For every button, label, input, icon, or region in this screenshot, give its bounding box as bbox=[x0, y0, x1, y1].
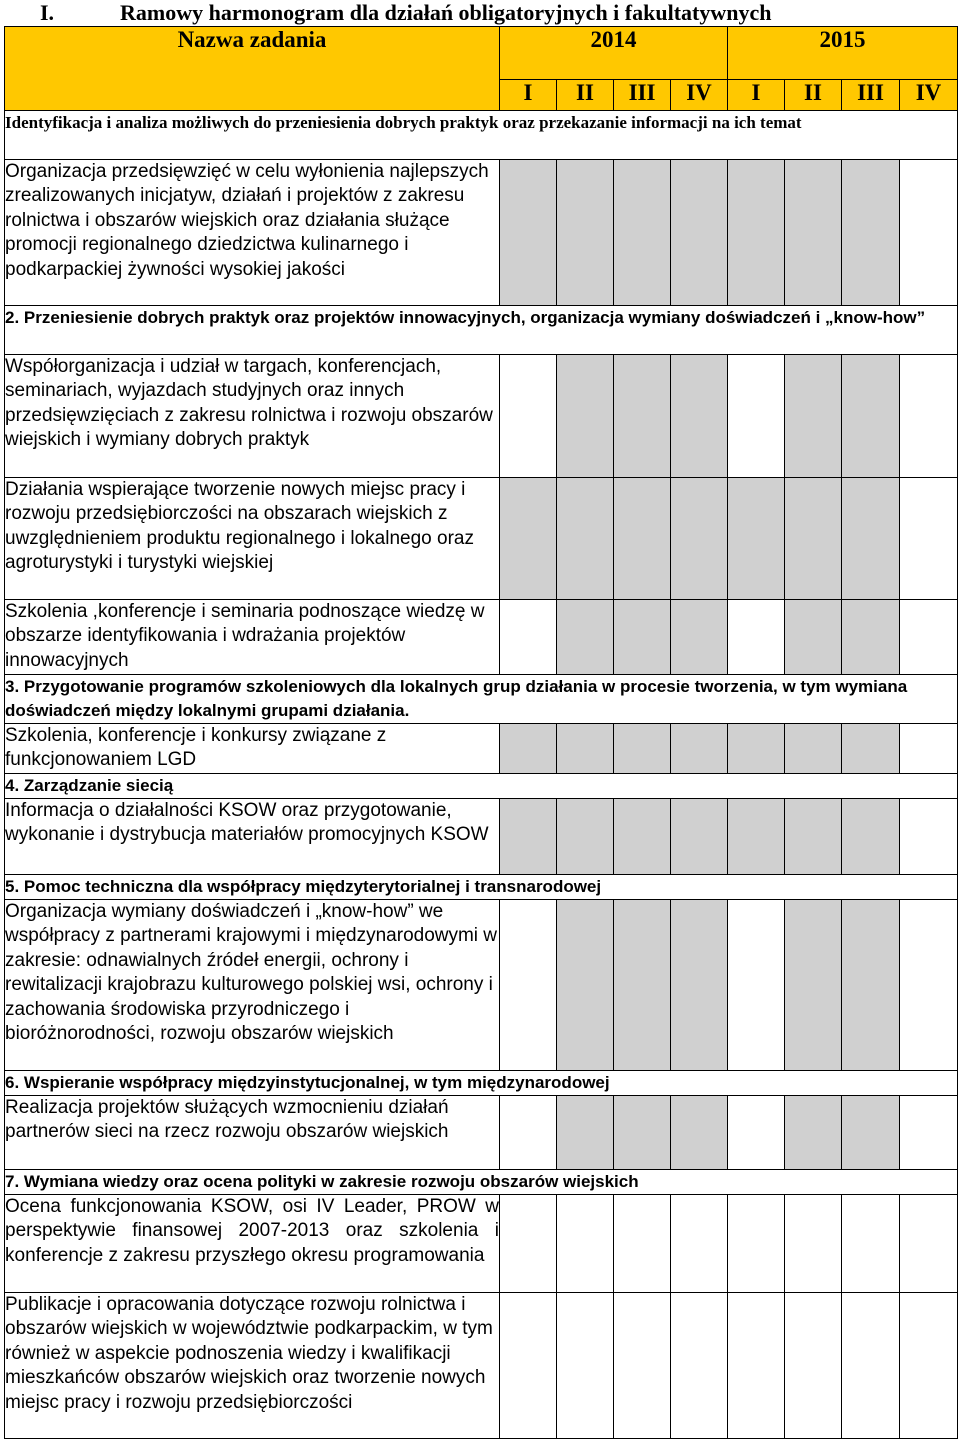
quarter-cell-active bbox=[557, 478, 614, 600]
quarter-cell-empty bbox=[900, 1293, 958, 1439]
quarter-cell-active bbox=[842, 900, 900, 1071]
quarter-cell-active bbox=[557, 900, 614, 1071]
task-name: Organizacja przedsięwzięć w celu wyłonienia najlepszych zrealizowanych inicjatyw, działań i projektów z zakresu rolnictwa i obszarów wiejskich oraz działania służące promocji regionalnego dziedzictwa kulinarnego i podkarpackiej żywności wysokiej jakości bbox=[5, 160, 500, 306]
section-row bbox=[5, 675, 958, 724]
quarter-cell-active bbox=[785, 600, 842, 675]
quarter-cell-active bbox=[671, 724, 728, 774]
header-quarter: I bbox=[728, 80, 785, 111]
quarter-cell-empty bbox=[900, 799, 958, 875]
task-name: Szkolenia, konferencje i konkursy związane z funkcjonowaniem LGD bbox=[5, 724, 500, 774]
quarter-cell-empty bbox=[500, 1195, 557, 1293]
quarter-cell-active bbox=[614, 799, 671, 875]
quarter-cell-active bbox=[500, 478, 557, 600]
quarter-cell-active bbox=[842, 355, 900, 478]
section-row bbox=[5, 1170, 958, 1195]
quarter-cell-active bbox=[842, 1096, 900, 1170]
quarter-cell-active bbox=[728, 478, 785, 600]
quarter-cell-empty bbox=[900, 900, 958, 1071]
quarter-cell-empty bbox=[614, 1195, 671, 1293]
quarter-cell-empty bbox=[671, 1293, 728, 1439]
quarter-cell-active bbox=[671, 799, 728, 875]
quarter-cell-active bbox=[728, 160, 785, 306]
task-row bbox=[5, 600, 958, 675]
task-name: Szkolenia ,konferencje i seminaria podnoszące wiedzę w obszarze identyfikowania i wdrażania projektów innowacyjnych bbox=[5, 600, 500, 675]
quarter-cell-active bbox=[557, 724, 614, 774]
task-row bbox=[5, 1195, 958, 1293]
quarter-cell-active bbox=[614, 1096, 671, 1170]
quarter-cell-active bbox=[785, 355, 842, 478]
quarter-cell-empty bbox=[728, 355, 785, 478]
quarter-cell-active bbox=[842, 600, 900, 675]
quarter-cell-empty bbox=[500, 1096, 557, 1170]
task-row bbox=[5, 355, 958, 478]
quarter-cell-empty bbox=[557, 1293, 614, 1439]
title-text: Ramowy harmonogram dla działań obligatoryjnych i fakultatywnych bbox=[120, 0, 772, 25]
header-quarter: II bbox=[785, 80, 842, 111]
quarter-cell-active bbox=[557, 799, 614, 875]
title-number: I. bbox=[40, 0, 55, 25]
quarter-cell-empty bbox=[671, 1195, 728, 1293]
quarter-cell-active bbox=[728, 799, 785, 875]
quarter-cell-active bbox=[614, 355, 671, 478]
task-row bbox=[5, 1293, 958, 1439]
quarter-cell-active bbox=[500, 724, 557, 774]
task-name: Realizacja projektów służących wzmocnieniu działań partnerów sieci na rzecz rozwoju obszarów wiejskich bbox=[5, 1096, 500, 1170]
quarter-cell-empty bbox=[557, 1195, 614, 1293]
quarter-cell-empty bbox=[900, 1195, 958, 1293]
task-name: Organizacja wymiany doświadczeń i „know-how” we współpracy z partnerami krajowymi i międzynarodowymi w zakresie: odnawialnych źródeł energii, ochrony i rewitalizacji krajobrazu kulturowego polskiej wsi, ochrony i zachowania środowiska przyrodniczego i bioróżnorodności, rozwoju obszarów wiejskich bbox=[5, 900, 500, 1071]
schedule-table bbox=[4, 26, 958, 1439]
task-row bbox=[5, 900, 958, 1071]
section-heading: 7. Wymiana wiedzy oraz ocena polityki w zakresie rozwoju obszarów wiejskich bbox=[5, 1170, 958, 1195]
quarter-cell-empty bbox=[500, 600, 557, 675]
page-title bbox=[40, 0, 771, 26]
task-row bbox=[5, 478, 958, 600]
task-row bbox=[5, 1096, 958, 1170]
header-task-name: Nazwa zadania bbox=[5, 27, 500, 111]
quarter-cell-active bbox=[785, 1096, 842, 1170]
task-name: Publikacje i opracowania dotyczące rozwoju rolnictwa i obszarów wiejskich w województwie podkarpackim, w tym również w aspekcie podnoszenia wiedzy i kwalifikacji mieszkańców obszarów wiejskich oraz tworzenie nowych miejsc pracy i rozwoju przedsiębiorczości bbox=[5, 1293, 500, 1439]
section-row bbox=[5, 774, 958, 799]
quarter-cell-active bbox=[614, 600, 671, 675]
quarter-cell-empty bbox=[900, 724, 958, 774]
quarter-cell-active bbox=[671, 355, 728, 478]
quarter-cell-empty bbox=[500, 355, 557, 478]
section-heading: Identyfikacja i analiza możliwych do przeniesienia dobrych praktyk oraz przekazanie informacji na ich temat bbox=[5, 111, 958, 160]
section-row bbox=[5, 306, 958, 355]
quarter-cell-empty bbox=[900, 600, 958, 675]
task-name: Informacja o działalności KSOW oraz przygotowanie, wykonanie i dystrybucja materiałów promocyjnych KSOW bbox=[5, 799, 500, 875]
quarter-cell-empty bbox=[728, 1195, 785, 1293]
header-year-2014: 2014 bbox=[500, 27, 728, 80]
quarter-cell-empty bbox=[900, 1096, 958, 1170]
quarter-cell-empty bbox=[900, 478, 958, 600]
task-name: Współorganizacja i udział w targach, konferencjach, seminariach, wyjazdach studyjnych oraz innych przedsięwzięciach z zakresu rolnictwa i rozwoju obszarów wiejskich i wymiany dobrych praktyk bbox=[5, 355, 500, 478]
header-quarter: IV bbox=[671, 80, 728, 111]
quarter-cell-active bbox=[500, 160, 557, 306]
quarter-cell-empty bbox=[785, 1195, 842, 1293]
quarter-cell-active bbox=[785, 724, 842, 774]
quarter-cell-empty bbox=[728, 900, 785, 1071]
quarter-cell-active bbox=[785, 799, 842, 875]
section-heading: 2. Przeniesienie dobrych praktyk oraz projektów innowacyjnych, organizacja wymiany doświadczeń i „know-how” bbox=[5, 306, 958, 355]
quarter-cell-empty bbox=[728, 1096, 785, 1170]
header-quarter: III bbox=[842, 80, 900, 111]
quarter-cell-active bbox=[557, 600, 614, 675]
quarter-cell-active bbox=[671, 1096, 728, 1170]
header-quarter: IV bbox=[900, 80, 958, 111]
quarter-cell-active bbox=[671, 900, 728, 1071]
quarter-cell-active bbox=[557, 160, 614, 306]
quarter-cell-active bbox=[614, 900, 671, 1071]
header-quarter: III bbox=[614, 80, 671, 111]
quarter-cell-empty bbox=[900, 355, 958, 478]
section-row bbox=[5, 875, 958, 900]
quarter-cell-active bbox=[671, 478, 728, 600]
quarter-cell-active bbox=[557, 1096, 614, 1170]
quarter-cell-empty bbox=[842, 1293, 900, 1439]
task-name: Ocena funkcjonowania KSOW, osi IV Leader, PROW w perspektywie finansowej 2007-2013 oraz szkolenia i konferencje z zakresu przyszłego okresu programowania bbox=[5, 1195, 500, 1293]
quarter-cell-active bbox=[728, 724, 785, 774]
task-row bbox=[5, 799, 958, 875]
quarter-cell-empty bbox=[900, 160, 958, 306]
section-heading: 5. Pomoc techniczna dla współpracy międzyterytorialnej i transnarodowej bbox=[5, 875, 958, 900]
section-row bbox=[5, 111, 958, 160]
quarter-cell-empty bbox=[614, 1293, 671, 1439]
quarter-cell-active bbox=[557, 355, 614, 478]
quarter-cell-active bbox=[842, 799, 900, 875]
section-heading: 6. Wspieranie współpracy międzyinstytucjonalnej, w tym międzynarodowej bbox=[5, 1071, 958, 1096]
quarter-cell-active bbox=[842, 478, 900, 600]
quarter-cell-active bbox=[500, 799, 557, 875]
quarter-cell-active bbox=[785, 900, 842, 1071]
quarter-cell-active bbox=[614, 478, 671, 600]
section-row bbox=[5, 1071, 958, 1096]
quarter-cell-active bbox=[785, 160, 842, 306]
header-year-2015: 2015 bbox=[728, 27, 958, 80]
task-row bbox=[5, 724, 958, 774]
quarter-cell-active bbox=[842, 160, 900, 306]
quarter-cell-empty bbox=[785, 1293, 842, 1439]
quarter-cell-active bbox=[785, 478, 842, 600]
quarter-cell-active bbox=[671, 160, 728, 306]
quarter-cell-empty bbox=[728, 600, 785, 675]
quarter-cell-active bbox=[671, 600, 728, 675]
quarter-cell-active bbox=[614, 724, 671, 774]
quarter-cell-empty bbox=[500, 900, 557, 1071]
quarter-cell-empty bbox=[842, 1195, 900, 1293]
quarter-cell-active bbox=[614, 160, 671, 306]
header-quarter: II bbox=[557, 80, 614, 111]
section-heading: 3. Przygotowanie programów szkoleniowych dla lokalnych grup działania w procesie tworzenia, w tym wymiana doświadczeń między lokalnymi grupami działania. bbox=[5, 675, 958, 724]
quarter-cell-active bbox=[842, 724, 900, 774]
task-name: Działania wspierające tworzenie nowych miejsc pracy i rozwoju przedsiębiorczości na obszarach wiejskich z uwzględnieniem produktu regionalnego i lokalnego oraz agroturystyki i turystyki wiejskiej bbox=[5, 478, 500, 600]
task-row bbox=[5, 160, 958, 306]
header-quarter: I bbox=[500, 80, 557, 111]
section-heading: 4. Zarządzanie siecią bbox=[5, 774, 958, 799]
quarter-cell-empty bbox=[500, 1293, 557, 1439]
quarter-cell-empty bbox=[728, 1293, 785, 1439]
